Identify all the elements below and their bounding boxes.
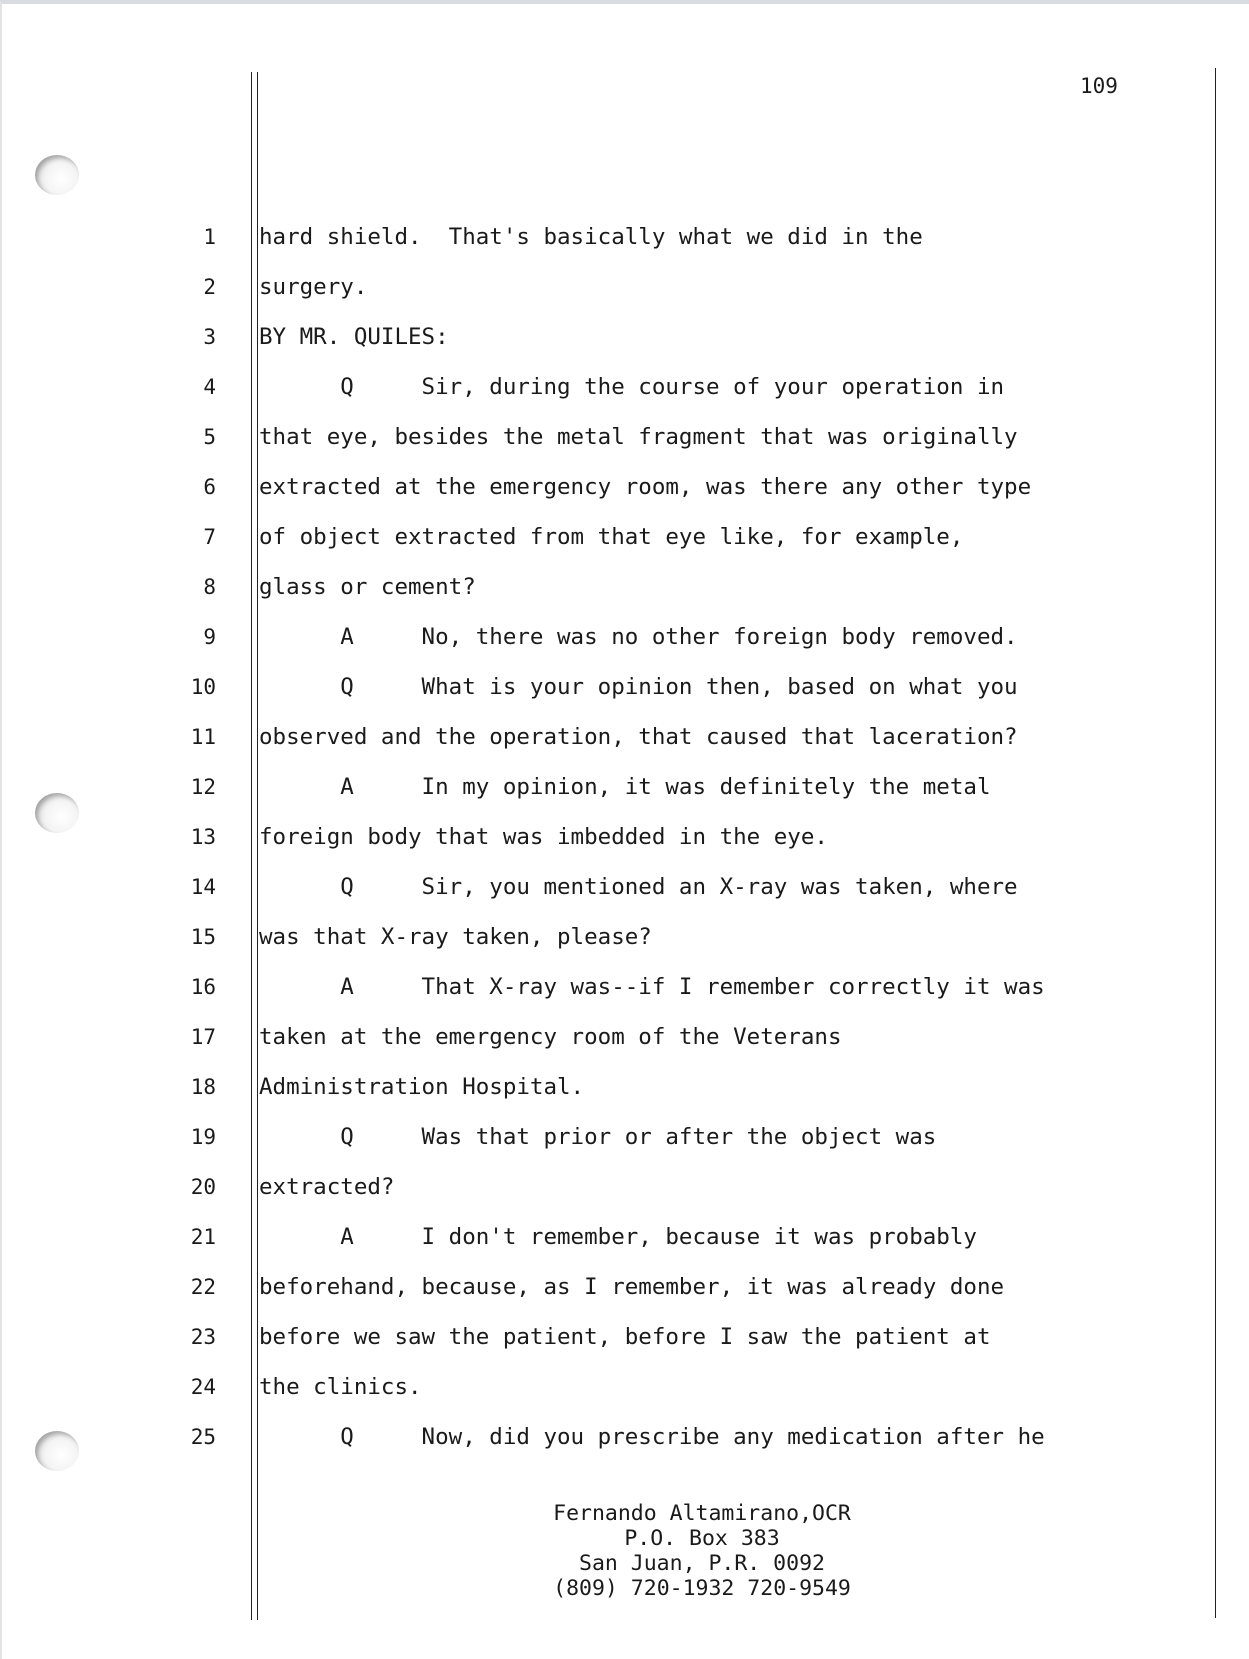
transcript-line	[2, 522, 1249, 552]
reporter-po-box: P.O. Box 383	[624, 1526, 780, 1551]
line-text: the clinics.	[259, 1374, 422, 1400]
transcript-line	[2, 422, 1249, 452]
transcript-line	[2, 222, 1249, 252]
transcript-line	[2, 672, 1249, 702]
line-text: Administration Hospital.	[259, 1074, 585, 1100]
transcript-line	[2, 372, 1249, 402]
line-text: Q Sir, you mentioned an X-ray was taken, where	[259, 874, 1018, 900]
line-number: 12	[190, 775, 216, 799]
line-text: taken at the emergency room of the Veterans	[259, 1024, 842, 1050]
line-text: observed and the operation, that caused that laceration?	[259, 724, 1018, 750]
line-number: 9	[203, 625, 216, 649]
transcript-line	[2, 622, 1249, 652]
line-number: 22	[190, 1275, 216, 1299]
transcript-line	[2, 572, 1249, 602]
line-number: 2	[203, 275, 216, 299]
line-text: hard shield. That's basically what we did in the	[259, 224, 923, 250]
line-number: 20	[190, 1175, 216, 1199]
line-number: 21	[190, 1225, 216, 1249]
line-text: that eye, besides the metal fragment that was originally	[259, 424, 1018, 450]
line-text: extracted?	[259, 1174, 395, 1200]
reporter-phones: (809) 720-1932 720-9549	[553, 1576, 851, 1601]
transcript-line	[2, 272, 1249, 302]
transcript-line	[2, 722, 1249, 752]
line-text: Q Now, did you prescribe any medication after he	[259, 1424, 1045, 1450]
line-number: 17	[190, 1025, 216, 1049]
transcript-line	[2, 472, 1249, 502]
line-text: A No, there was no other foreign body removed.	[259, 624, 1018, 650]
line-number: 3	[203, 325, 216, 349]
line-number: 6	[203, 475, 216, 499]
line-number: 1	[203, 225, 216, 249]
line-number: 8	[203, 575, 216, 599]
transcript-line	[2, 1072, 1249, 1102]
line-text: A That X-ray was--if I remember correctly it was	[259, 974, 1045, 1000]
line-number: 4	[203, 375, 216, 399]
transcript-line	[2, 1422, 1249, 1452]
transcript-line	[2, 972, 1249, 1002]
punch-hole-top	[35, 155, 79, 195]
line-number: 15	[190, 925, 216, 949]
line-number: 18	[190, 1075, 216, 1099]
transcript-line	[2, 772, 1249, 802]
line-text: surgery.	[259, 274, 368, 300]
transcript-line	[2, 1372, 1249, 1402]
line-number: 14	[190, 875, 216, 899]
line-number: 23	[190, 1325, 216, 1349]
line-text: extracted at the emergency room, was there any other type	[259, 474, 1032, 500]
transcript-line	[2, 822, 1249, 852]
page-number: 109	[1080, 74, 1118, 98]
line-number: 10	[190, 675, 216, 699]
line-text: was that X-ray taken, please?	[259, 924, 652, 950]
reporter-city: San Juan, P.R. 0092	[579, 1551, 825, 1576]
line-number: 24	[190, 1375, 216, 1399]
line-text: Q Was that prior or after the object was	[259, 1124, 937, 1150]
line-text: foreign body that was imbedded in the eye.	[259, 824, 828, 850]
line-number: 7	[203, 525, 216, 549]
line-number: 13	[190, 825, 216, 849]
line-text: beforehand, because, as I remember, it was already done	[259, 1274, 1005, 1300]
court-reporter-footer	[502, 1501, 902, 1601]
line-number: 25	[190, 1425, 216, 1449]
line-text: of object extracted from that eye like, for example,	[259, 524, 964, 550]
transcript-line	[2, 322, 1249, 352]
line-number: 16	[190, 975, 216, 999]
line-text: Q Sir, during the course of your operation in	[259, 374, 1005, 400]
transcript-line	[2, 1222, 1249, 1252]
line-text: A I don't remember, because it was probably	[259, 1224, 977, 1250]
transcript-line	[2, 872, 1249, 902]
transcript-line	[2, 1322, 1249, 1352]
line-number: 19	[190, 1125, 216, 1149]
transcript-line	[2, 922, 1249, 952]
line-number: 5	[203, 425, 216, 449]
transcript-line	[2, 1272, 1249, 1302]
line-text: A In my opinion, it was definitely the metal	[259, 774, 991, 800]
line-text: before we saw the patient, before I saw the patient at	[259, 1324, 991, 1350]
transcript-line	[2, 1122, 1249, 1152]
transcript-line	[2, 1172, 1249, 1202]
line-text: glass or cement?	[259, 574, 476, 600]
reporter-name: Fernando Altamirano,OCR	[553, 1501, 851, 1526]
line-number: 11	[190, 725, 216, 749]
line-text: BY MR. QUILES:	[259, 324, 449, 350]
transcript-line	[2, 1022, 1249, 1052]
line-text: Q What is your opinion then, based on what you	[259, 674, 1018, 700]
